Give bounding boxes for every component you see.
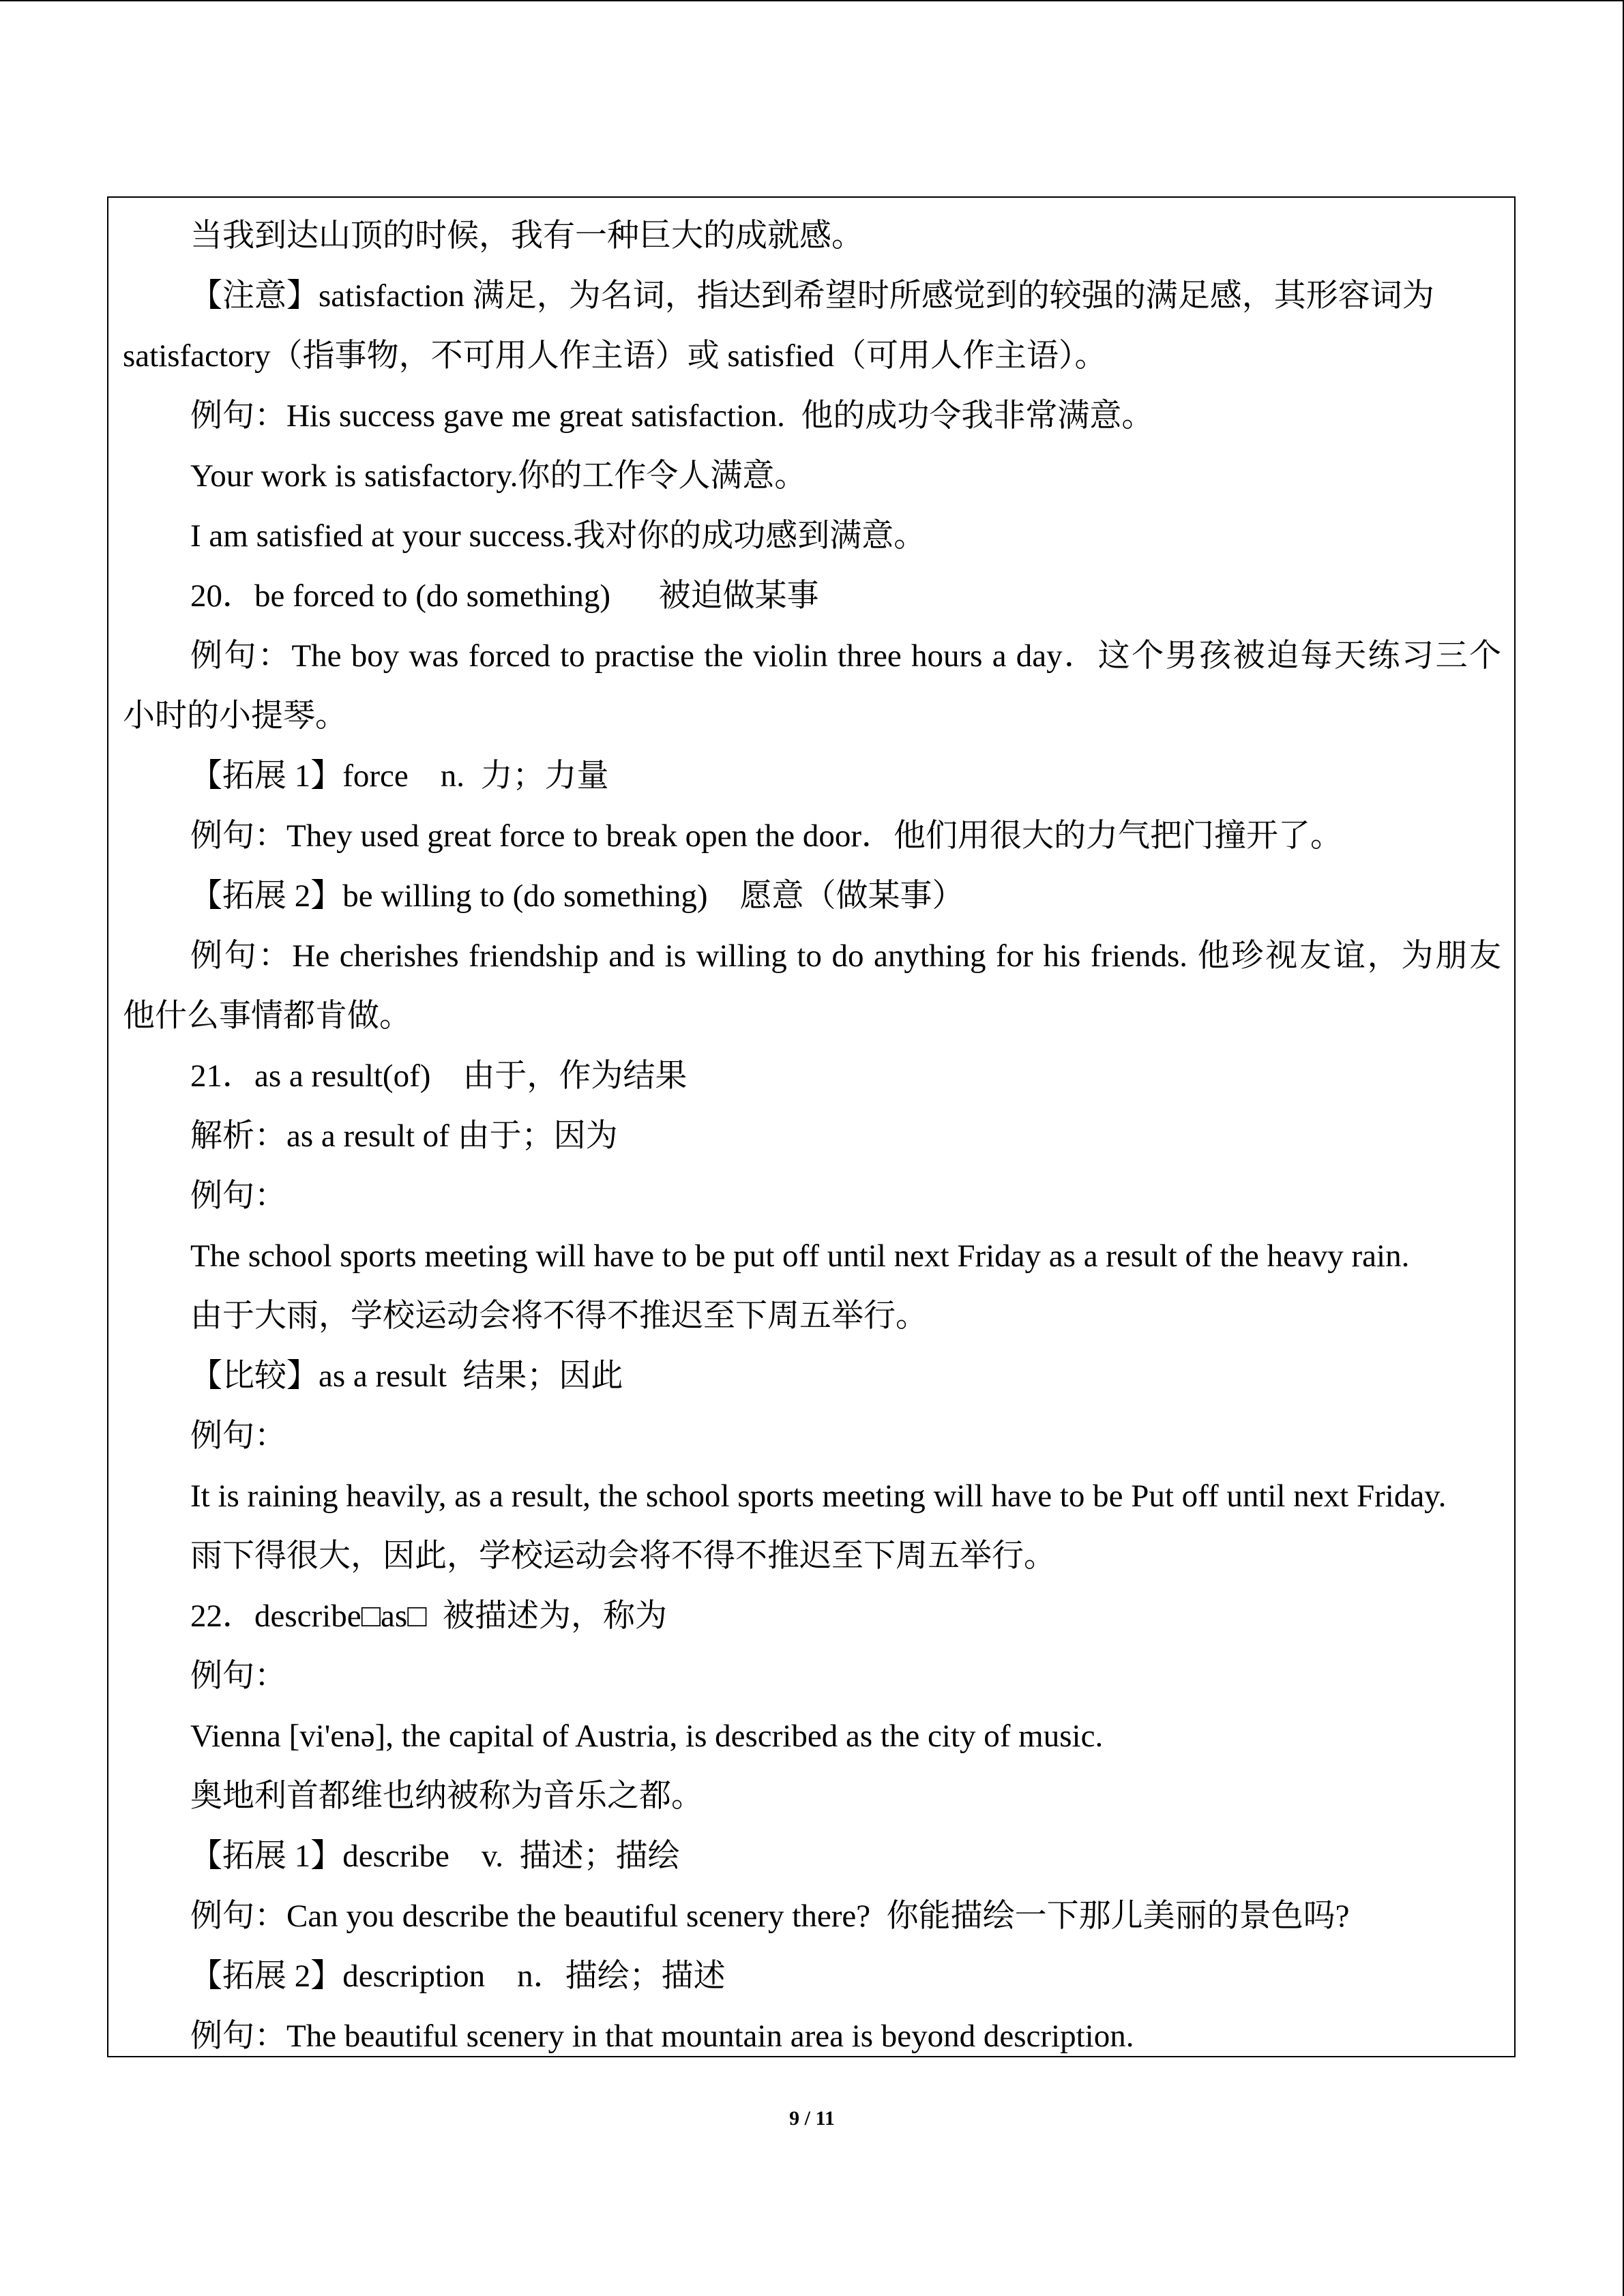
example-sentence: 例句：His success gave me great satisfaction. 他的成功令我非常满意。 [190, 398, 1154, 434]
phrase-heading-21: 21．as a result(of) 由于，作为结果 [190, 1058, 688, 1094]
note-line: 【注意】satisfaction 满足，为名词，指达到希望时所感觉到的较强的满足感，其形容词为 [190, 278, 1434, 314]
example-sentence-english: The school sports meeting will have to be put off until next Friday as a result of the heavy rain. [190, 1238, 1410, 1274]
example-sentence: Your work is satisfactory.你的工作令人满意。 [190, 458, 807, 494]
example-label: 例句： [190, 1418, 286, 1454]
example-label: 例句： [190, 1658, 286, 1694]
example-sentence-translation: 奥地利首都维也纳被称为音乐之都。 [190, 1778, 703, 1814]
page-edge-top [0, 0, 1624, 1]
example-sentence: 例句：The boy was forced to practise the violin three hours a day．这个男孩被迫每天练习三个 [190, 638, 1501, 674]
example-sentence-translation: 雨下得很大，因此，学校运动会将不得不推迟至下周五举行。 [190, 1538, 1056, 1574]
page-number: 9 / 11 [789, 2107, 835, 2130]
extension-heading-2: 【拓展 2】description n．描绘；描述 [190, 1958, 726, 1994]
example-sentence: I am satisfied at your success.我对你的成功感到满意。 [190, 518, 926, 554]
cell-text [123, 206, 1501, 2066]
analysis-line: 解析：as a result of 由于；因为 [190, 1118, 618, 1154]
example-sentence: 例句：The beautiful scenery in that mountain area is beyond description. [190, 2018, 1134, 2054]
extension-heading-1: 【拓展 1】describe v. 描述；描绘 [190, 1838, 680, 1874]
example-sentence-continued: 小时的小提琴。 [123, 698, 347, 734]
example-sentence-continued: 他什么事情都肯做。 [123, 998, 411, 1034]
example-sentence-english: Vienna [vi'enə], the capital of Austria, is described as the city of music. [190, 1718, 1104, 1754]
extension-heading-1: 【拓展 1】force n. 力；力量 [190, 758, 609, 794]
phrase-heading-20: 20．be forced to (do something) 被迫做某事 [190, 578, 819, 614]
comparison-heading: 【比较】as a result 结果；因此 [190, 1358, 623, 1394]
example-sentence: 例句：Can you describe the beautiful scenery there? 你能描绘一下那儿美丽的景色吗? [190, 1898, 1350, 1934]
example-translation: 当我到达山顶的时候，我有一种巨大的成就感。 [190, 218, 863, 254]
example-label: 例句： [190, 1178, 286, 1214]
example-sentence-translation: 由于大雨，学校运动会将不得不推迟至下周五举行。 [190, 1298, 928, 1334]
example-sentence-english: It is raining heavily, as a result, the school sports meeting will have to be Put off until next Friday. [190, 1478, 1447, 1514]
example-sentence: 例句：They used great force to break open the door．他们用很大的力气把门撞开了。 [190, 818, 1343, 854]
note-line-continued: satisfactory（指事物，不可用人作主语）或 satisfied（可用人作主语）。 [123, 338, 1107, 374]
phrase-heading-22: 22．describe□as□ 被描述为，称为 [190, 1598, 668, 1634]
example-sentence: 例句：He cherishes friendship and is willing to do anything for his friends. 他珍视友谊，为朋友 [190, 938, 1501, 974]
extension-heading-2: 【拓展 2】be willing to (do something) 愿意（做某事） [190, 878, 964, 914]
